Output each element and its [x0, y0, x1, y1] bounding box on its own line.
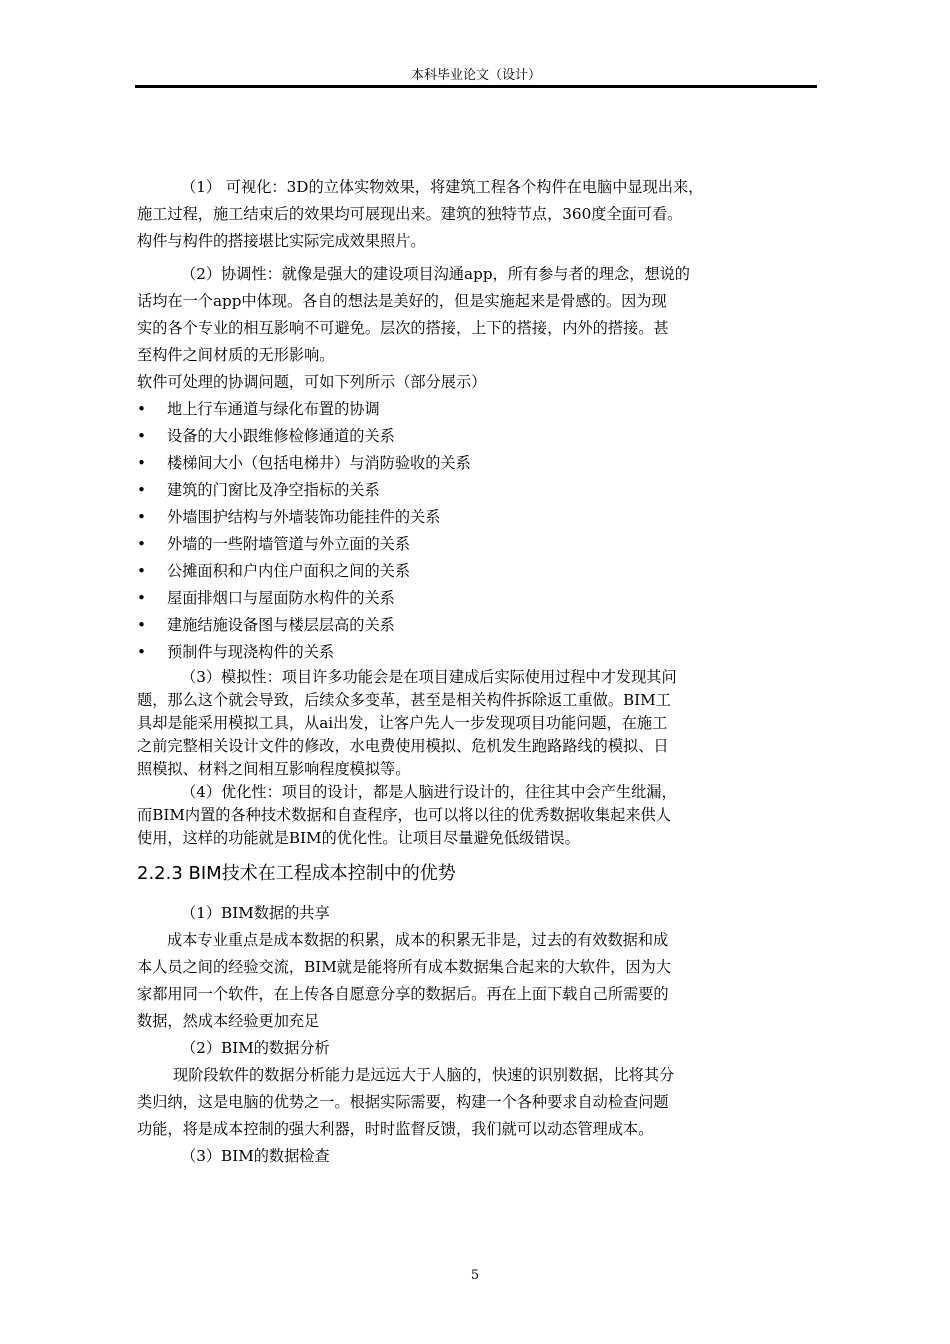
bullet-icon: •: [137, 616, 146, 634]
list-item-text: 公摊面积和户内住户面积之间的关系: [167, 562, 410, 580]
bullet-icon: •: [137, 643, 146, 661]
paragraph-line: 本人员之间的经验交流，BIM就是能将所有成本数据集合起来的大软件，因为大: [137, 958, 671, 976]
list-item-text: 预制件与现浇构件的关系: [167, 643, 335, 661]
list-item: [137, 639, 827, 666]
paragraph-line: 之前完整相关设计文件的修改，水电费使用模拟、危机发生跑路路线的模拟、日: [137, 737, 669, 755]
list-item-text: 建施结施设备图与楼层层高的关系: [167, 616, 395, 634]
paragraph-line: 功能，将是成本控制的强大利器，时时监督反馈，我们就可以动态管理成本。: [137, 1120, 654, 1138]
paragraph-line: 数据，然成本经验更加充足: [137, 1012, 320, 1030]
paragraph-line: 类归纳，这是电脑的优势之一。根据实际需要，构建一个各种要求自动检查问题: [137, 1093, 669, 1111]
list-item: [137, 477, 827, 504]
list-item: [137, 585, 827, 612]
paragraph-line: 题，那么这个就会导致，后续众多变革，甚至是相关构件拆除返工重做。BIM工: [137, 691, 671, 709]
list-item: [137, 504, 827, 531]
bullet-icon: •: [137, 589, 146, 607]
list-item: [137, 558, 827, 585]
paragraph-line: 成本专业重点是成本数据的积累，成本的积累无非是，过去的有效数据和成: [167, 931, 669, 949]
paragraph-line: 而BIM内置的各种技术数据和自查程序，也可以将以往的优秀数据收集起来供人: [137, 806, 671, 824]
paragraph-line: 照模拟、材料之间相互影响程度模拟等。: [137, 760, 411, 778]
paragraph-line: 现阶段软件的数据分析能力是远远大于人脑的，快速的识别数据，比将其分: [173, 1066, 675, 1084]
page-header-title: 本科毕业论文（设计）: [410, 68, 541, 83]
paragraph-line: 家都用同一个软件，在上传各自愿意分享的数据后。再在上面下载自己所需要的: [137, 985, 669, 1003]
list-item-text: 外墙围护结构与外墙装饰功能挂件的关系: [167, 508, 441, 526]
paragraph-line: （4）优化性：项目的设计，都是人脑进行设计的，往往其中会产生纰漏，: [181, 783, 677, 801]
bullet-icon: •: [137, 454, 146, 472]
list-item: [137, 531, 827, 558]
list-item-text: 地上行车通道与绿化布置的协调: [167, 400, 380, 418]
header-rule: [135, 85, 817, 88]
subsection-title: （3）BIM的数据检查: [181, 1147, 330, 1165]
list-item-text: 建筑的门窗比及净空指标的关系: [167, 481, 380, 499]
document-body: [137, 174, 827, 1170]
list-item: [137, 396, 827, 423]
paragraph-line: 至构件之间材质的无形影响。: [137, 346, 335, 364]
list-item: [137, 423, 827, 450]
paragraph-line: 构件与构件的搭接堪比实际完成效果照片。: [137, 232, 426, 250]
page-number: 5: [470, 1268, 480, 1283]
paragraph-line: 具却是能采用模拟工具，从ai出发，让客户先人一步发现项目功能问题，在施工: [137, 714, 668, 732]
bullet-icon: •: [137, 400, 146, 418]
list-item-text: 设备的大小跟维修检修通道的关系: [167, 427, 395, 445]
paragraph-line: （3）模拟性：项目许多功能会是在项目建成后实际使用过程中才发现其问: [181, 668, 677, 686]
paragraph-line: 话均在一个app中体现。各自的想法是美好的，但是实施起来是骨感的。因为现: [137, 292, 667, 310]
list-intro: 软件可处理的协调问题，可如下列所示（部分展示）: [137, 373, 487, 391]
paragraph-line: （2）协调性：就像是强大的建设项目沟通app，所有参与者的理念，想说的: [181, 265, 690, 283]
section-heading: 2.2.3 BIM技术在工程成本控制中的优势: [137, 863, 456, 884]
list-item-text: 屋面排烟口与屋面防水构件的关系: [167, 589, 395, 607]
paragraph-line: （1） 可视化：3D的立体实物效果，将建筑工程各个构件在电脑中显现出来，: [181, 178, 704, 196]
list-item: [137, 450, 827, 477]
paragraph-line: 实的各个专业的相互影响不可避免。层次的搭接，上下的搭接，内外的搭接。甚: [137, 319, 669, 337]
list-item-text: 楼梯间大小（包括电梯井）与消防验收的关系: [167, 454, 471, 472]
bullet-icon: •: [137, 508, 146, 526]
subsection-title: （2）BIM的数据分析: [181, 1039, 330, 1057]
bullet-icon: •: [137, 535, 146, 553]
bullet-icon: •: [137, 427, 146, 445]
bullet-icon: •: [137, 481, 146, 499]
paragraph-line: 施工过程，施工结束后的效果均可展现出来。建筑的独特节点，360度全面可看。: [137, 205, 683, 223]
list-item: [137, 612, 827, 639]
subsection-title: （1）BIM数据的共享: [181, 904, 330, 922]
paragraph-line: 使用，这样的功能就是BIM的优化性。让项目尽量避免低级错误。: [137, 829, 580, 847]
list-item-text: 外墙的一些附墙管道与外立面的关系: [167, 535, 410, 553]
bullet-icon: •: [137, 562, 146, 580]
